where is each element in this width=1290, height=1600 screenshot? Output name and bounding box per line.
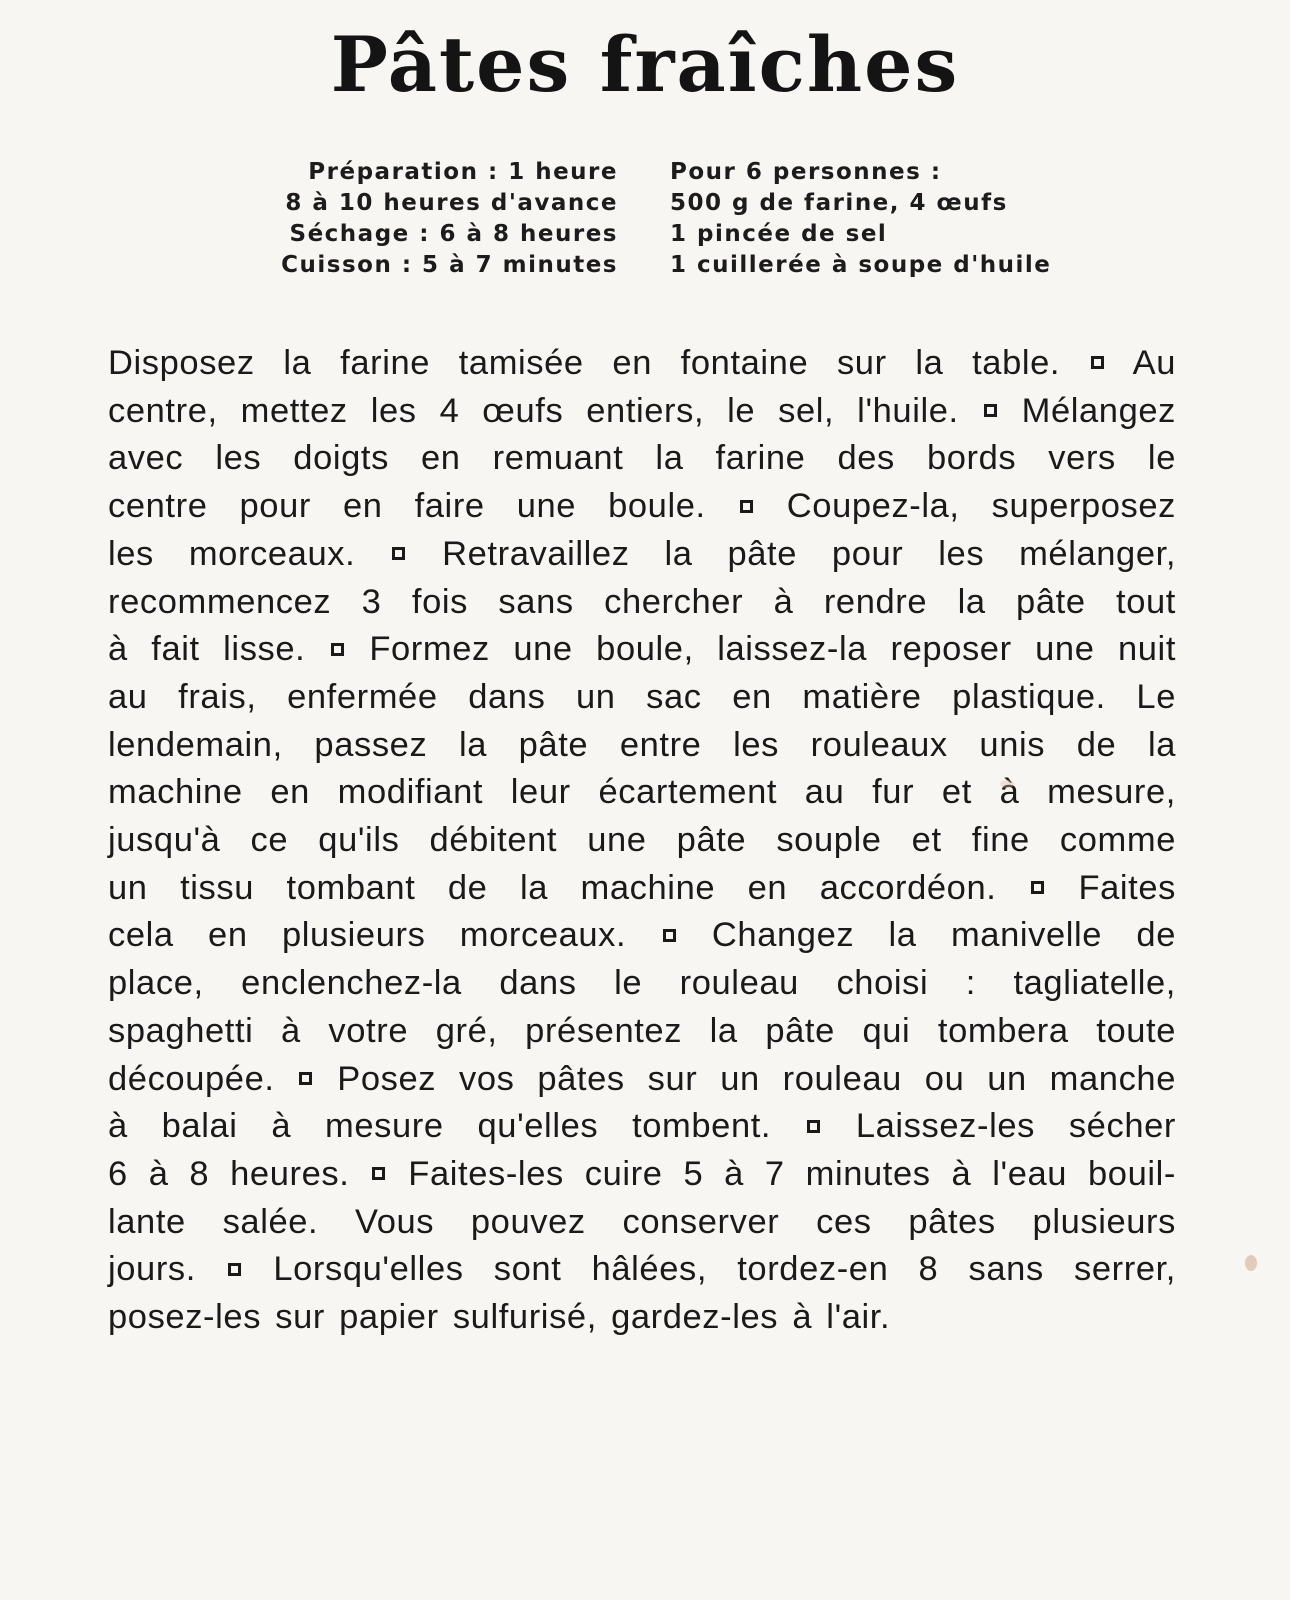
ingredients-info	[670, 157, 1051, 281]
square-bullet-icon	[740, 500, 753, 513]
square-bullet-icon	[1091, 356, 1104, 369]
square-bullet-icon	[331, 643, 344, 656]
instruction-text: machine en modifiant leur écartement au fur et à mesure,	[108, 773, 1176, 812]
ingredient-flour-eggs: 500 g de farine, 4 œufs	[670, 190, 1008, 216]
instruction-text: Posez vos pâtes sur un rouleau ou un manche	[314, 1059, 1176, 1098]
instruction-text: 6 à 8 heures.	[108, 1154, 371, 1193]
instruction-text: Changez la manivelle de	[677, 916, 1176, 955]
instruction-text: découpée.	[108, 1059, 298, 1098]
instruction-text: recommencez 3 fois sans chercher à rendre la pâte tout	[108, 582, 1176, 621]
paper-stain	[1245, 1255, 1257, 1271]
instruction-line	[108, 1103, 1176, 1151]
square-bullet-icon	[984, 404, 997, 417]
square-bullet-icon	[299, 1072, 312, 1085]
instruction-text: place, enclenchez-la dans le rouleau choisi : tagliatelle,	[108, 964, 1176, 1003]
square-bullet-icon	[372, 1167, 385, 1180]
timing-info	[281, 157, 618, 281]
instruction-line	[108, 960, 1176, 1008]
instruction-line	[108, 769, 1176, 817]
instruction-text: avec les doigts en remuant la farine des bords vers le	[108, 439, 1176, 478]
servings: Pour 6 personnes :	[670, 159, 942, 185]
instruction-line	[108, 674, 1176, 722]
instruction-text: à balai à mesure qu'elles tombent.	[108, 1107, 805, 1146]
recipe-instructions	[108, 340, 1176, 1342]
instruction-text: jusqu'à ce qu'ils débitent une pâte souple et fine comme	[108, 821, 1176, 860]
paper-stain	[1000, 780, 1014, 788]
instruction-text: à fait lisse.	[108, 630, 329, 669]
instruction-line	[108, 1056, 1176, 1104]
ingredient-salt: 1 pincée de sel	[670, 221, 888, 247]
instruction-text: Faites	[1045, 868, 1176, 907]
instruction-line	[108, 626, 1176, 674]
instruction-text: spaghetti à votre gré, présentez la pâte qui tombera toute	[108, 1011, 1176, 1050]
instruction-text: centre pour en faire une boule.	[108, 487, 738, 526]
ingredient-oil: 1 cuillerée à soupe d'huile	[670, 252, 1052, 278]
instruction-text: Disposez la farine tamisée en fontaine sur la table.	[108, 344, 1089, 382]
instruction-text: Coupez-la, superposez	[754, 487, 1177, 526]
instruction-text: les morceaux.	[108, 534, 391, 573]
instruction-text: lante salée. Vous pouvez conserver ces pâtes plusieurs	[108, 1202, 1176, 1241]
instruction-line	[108, 388, 1176, 436]
advance-time: 8 à 10 heures d'avance	[285, 190, 618, 216]
instruction-line	[108, 1294, 1176, 1342]
instruction-line	[108, 483, 1176, 531]
instruction-line	[108, 817, 1176, 865]
square-bullet-icon	[392, 547, 405, 560]
instruction-line	[108, 1199, 1176, 1247]
instruction-text: Au	[1105, 344, 1177, 382]
preparation-time: Préparation : 1 heure	[308, 159, 618, 185]
instruction-text: au frais, enfermée dans un sac en matière plastique. Le	[108, 677, 1176, 716]
instruction-line	[108, 1151, 1176, 1199]
square-bullet-icon	[228, 1263, 241, 1276]
square-bullet-icon	[663, 929, 676, 942]
instruction-line	[108, 435, 1176, 483]
instruction-line	[108, 1246, 1176, 1294]
instruction-line	[108, 340, 1176, 388]
instruction-line	[108, 722, 1176, 770]
instruction-text: Laissez-les sécher	[821, 1107, 1176, 1146]
instruction-text: lendemain, passez la pâte entre les rouleaux unis de la	[108, 725, 1176, 764]
instruction-text: posez-les sur papier sulfurisé, gardez-les à l'air.	[108, 1298, 891, 1337]
instruction-text: Retravaillez la pâte pour les mélanger,	[407, 534, 1177, 573]
instruction-text: Mélangez	[998, 391, 1176, 430]
instruction-text: Formez une boule, laissez-la reposer une nuit	[345, 630, 1177, 669]
instruction-line	[108, 912, 1176, 960]
cooking-time: Cuisson : 5 à 7 minutes	[281, 252, 618, 278]
instruction-text: Lorsqu'elles sont hâlées, tordez-en 8 sans serrer,	[243, 1250, 1176, 1289]
instruction-line	[108, 531, 1176, 579]
square-bullet-icon	[1031, 881, 1044, 894]
instruction-line	[108, 579, 1176, 627]
instruction-text: jours.	[108, 1250, 227, 1289]
drying-time: Séchage : 6 à 8 heures	[289, 221, 618, 247]
instruction-line	[108, 1008, 1176, 1056]
instruction-text: Faites-les cuire 5 à 7 minutes à l'eau bouil-	[387, 1154, 1176, 1193]
recipe-title: Pâtes fraîches	[330, 20, 960, 109]
instruction-text: un tissu tombant de la machine en accordéon.	[108, 868, 1029, 907]
instruction-line	[108, 865, 1176, 913]
instruction-text: cela en plusieurs morceaux.	[108, 916, 661, 955]
square-bullet-icon	[807, 1120, 820, 1133]
instruction-text: centre, mettez les 4 œufs entiers, le sel, l'huile.	[108, 391, 982, 430]
